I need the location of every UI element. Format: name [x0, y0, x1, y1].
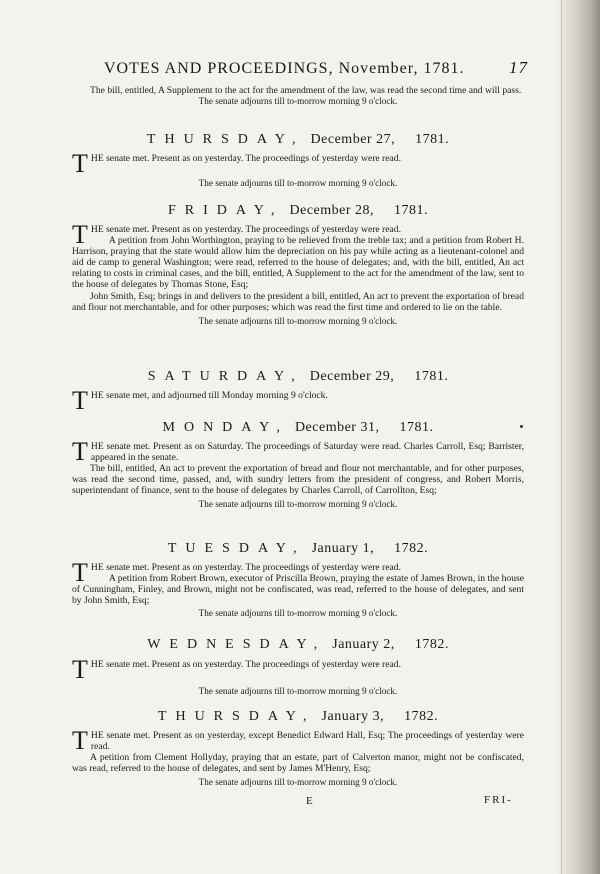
paragraph-text: HE senate met. Present as on yesterday, except Benedict Edward Hall, Esq; The proceedings of yesterday were read.: [90, 730, 524, 753]
paragraph-text: HE senate met. Present as on yesterday. The proceedings of yesterday were read.: [90, 153, 401, 164]
day-adjourn: The senate adjourns till to-morrow morning 9 o'clock.: [198, 178, 398, 188]
day-section-thursday-dec-27: [72, 131, 524, 189]
day-name: THURSDAY,: [157, 709, 316, 724]
day-date: December 31,: [294, 420, 380, 435]
day-paragraph: [72, 390, 524, 409]
day-date: December 28,: [289, 203, 375, 218]
drop-cap: T: [72, 659, 88, 678]
day-section-monday-dec-31: [72, 419, 524, 510]
day-paragraph: [72, 659, 524, 678]
day-adjourn: The senate adjourns till to-morrow morning 9 o'clock.: [198, 686, 398, 696]
paragraph-text: A petition from John Worthington, praying to be relieved from the treble tax; and a petition from Robert H. Harrison, praying that the state would allow him the depreciation on his pay while acting as a lieutenant-colonel and aid de camp to general Washington; were read, referred to the house of delegates; and, with the bill, entitled, An act relating to costs in criminal cases, and the bill, entitled, A Supplement to the act for the amendment of the law, sent to the house of delegates by Thomas Stone, Esq;: [72, 235, 524, 291]
day-name: TUESDAY,: [167, 541, 306, 556]
day-name: SATURDAY,: [147, 369, 304, 384]
day-adjourn: The senate adjourns till to-morrow morning 9 o'clock.: [198, 499, 398, 510]
day-paragraph: [72, 730, 524, 774]
header-title: VOTES AND PROCEEDINGS, November, 1781.: [104, 60, 465, 77]
paragraph-text: John Smith, Esq; brings in and delivers to the president a bill, entitled, An act to prevent the exportation of bread and flour not merchantable, and for other purposes; which was read the first time and ordered to lie on the table.: [72, 290, 524, 313]
day-adjourn: The senate adjourns till to-morrow morning 9 o'clock.: [198, 777, 398, 788]
day-paragraph: [72, 224, 524, 291]
paragraph-text: HE senate met. Present as on yesterday. The proceedings of yesterday were read.: [90, 562, 401, 573]
day-section-thursday-jan-3: [72, 708, 524, 788]
drop-cap: T: [72, 562, 88, 587]
day-section-tuesday-jan-1: [72, 540, 524, 619]
drop-cap: T: [72, 224, 88, 249]
day-date: December 27,: [310, 132, 396, 147]
drop-cap: T: [72, 441, 88, 466]
page-fold-line: [561, 0, 562, 874]
day-name: THURSDAY,: [146, 132, 305, 147]
paragraph-text: HE senate met. Present as on yesterday. The proceedings of yesterday were read.: [90, 224, 401, 235]
day-year: 1782.: [394, 541, 429, 556]
running-header: [104, 60, 534, 78]
day-adjourn: The senate adjourns till to-morrow morning 9 o'clock.: [198, 608, 398, 619]
day-paragraph: [72, 153, 524, 172]
day-heading: [72, 202, 524, 219]
day-year: 1781.: [394, 203, 429, 218]
day-date: January 2,: [332, 637, 395, 652]
day-date: January 1,: [311, 541, 375, 556]
day-year: 1781.: [414, 369, 449, 384]
catchword: FRI-: [484, 794, 513, 806]
day-year: 1781.: [399, 420, 434, 435]
drop-cap: T: [72, 153, 88, 172]
day-year: 1781.: [415, 132, 450, 147]
day-heading: [72, 419, 524, 436]
signature-mark: E: [306, 795, 313, 807]
day-paragraph: [72, 441, 524, 496]
intro-section: [72, 85, 524, 107]
day-section-friday-dec-28: [72, 202, 524, 327]
day-heading: [72, 368, 524, 385]
day-paragraph: [72, 562, 524, 606]
paragraph-text: A petition from Clement Hollyday, praying that an estate, part of Calverton manor, might not be confiscated, was read, referred to the house of delegates, and sent by James M'Henry, Esq;: [72, 752, 524, 775]
paragraph-text: A petition from Robert Brown, executor of Priscilla Brown, praying the estate of James Brown, in the house of Cunningham, Finley, and Brown, might not be confiscated, was read, referred to the house of delegates, and sent by John Smith, Esq;: [72, 573, 524, 607]
ink-speck: [520, 425, 523, 428]
day-heading: [72, 708, 524, 725]
page-binding-shadow: [556, 0, 600, 874]
intro-paragraph: The bill, entitled, A Supplement to the act for the amendment of the law, was read the second time and will pass.: [90, 85, 522, 96]
day-heading: [72, 540, 524, 557]
day-date: December 29,: [309, 369, 395, 384]
drop-cap: T: [72, 730, 88, 755]
paragraph-text: HE senate met. Present as on yesterday. The proceedings of yesterday were read.: [90, 659, 401, 670]
day-name: FRIDAY,: [167, 203, 284, 218]
day-date: January 3,: [321, 709, 385, 724]
paragraph-text: HE senate met, and adjourned till Monday morning 9 o'clock.: [90, 390, 328, 401]
page-number: 17: [509, 58, 528, 77]
day-section-saturday-dec-29: [72, 368, 524, 409]
paragraph-text: The bill, entitled, An act to prevent the exportation of bread and flour not merchantable, and for other purposes, was read the second time, passed, and, with sundry letters from the president of congress, and Robert Morris, superintendant of finance, sent to the house of delegates by Charles Carroll, of Carrollton, Esq;: [72, 463, 524, 497]
day-heading: [72, 131, 524, 148]
day-name: MONDAY,: [162, 420, 289, 435]
intro-adjourn: The senate adjourns till to-morrow morning 9 o'clock.: [198, 96, 398, 107]
day-year: 1782.: [404, 709, 439, 724]
day-name: WEDNESDAY,: [147, 637, 327, 652]
day-adjourn: The senate adjourns till to-morrow morning 9 o'clock.: [198, 315, 398, 326]
drop-cap: T: [72, 390, 88, 409]
day-year: 1782.: [414, 637, 449, 652]
paragraph-text: HE senate met. Present as on Saturday. The proceedings of Saturday were read. Charles Carroll, Esq; Barrister, appeared in the senate.: [90, 441, 524, 464]
day-heading: [72, 636, 524, 653]
day-section-wednesday-jan-2: [72, 636, 524, 697]
